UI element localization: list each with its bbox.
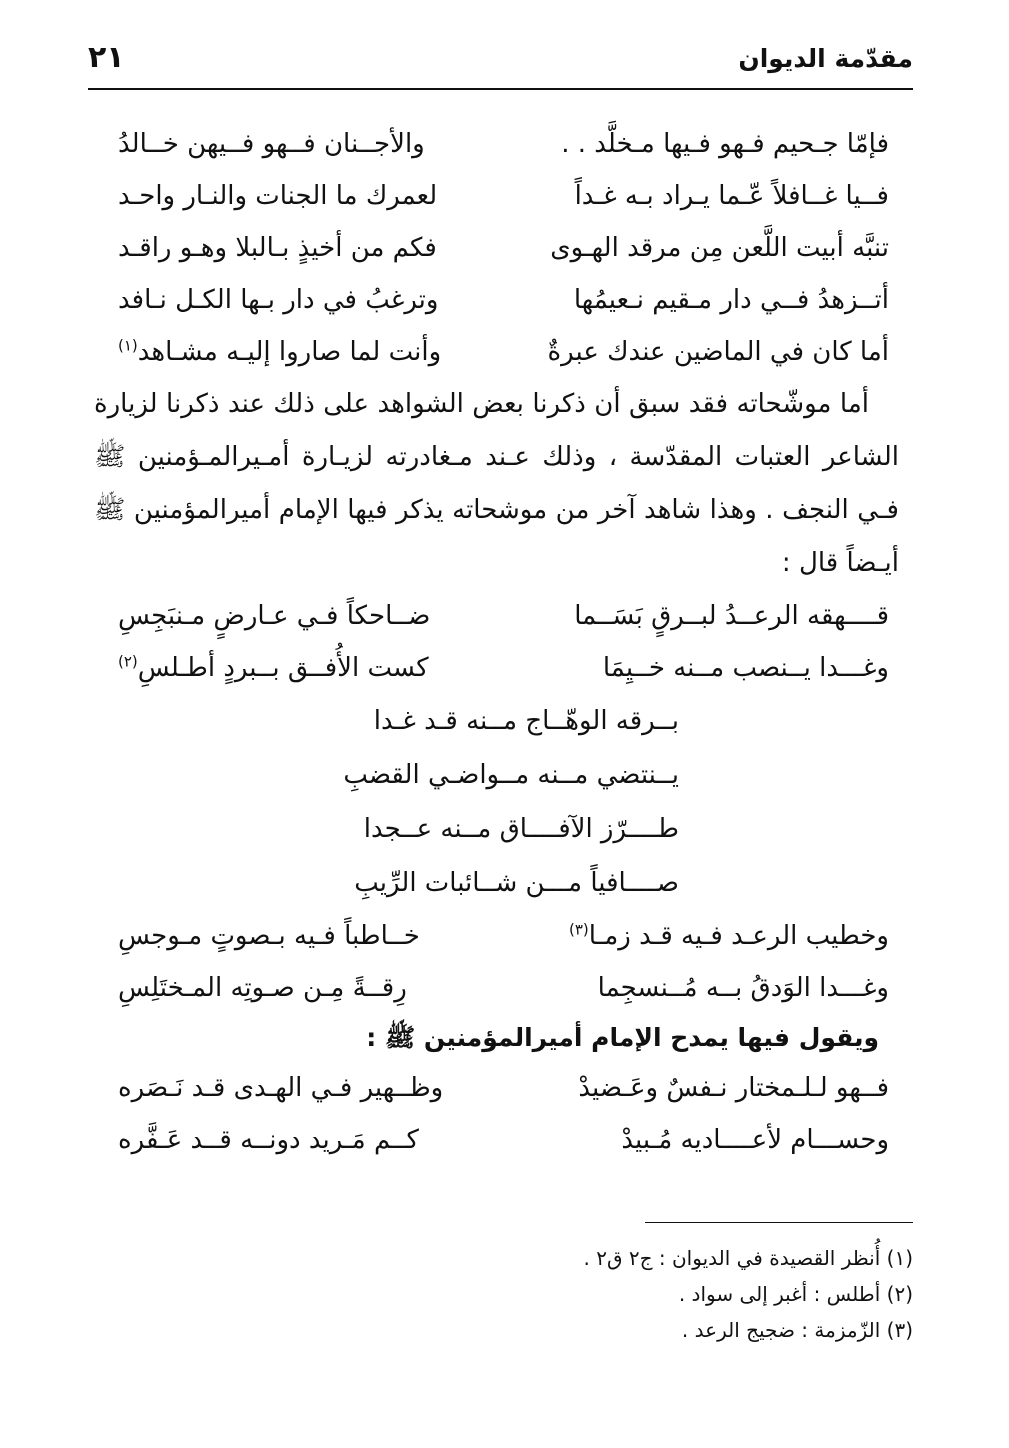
verse-line <box>118 910 889 962</box>
stanza-line: صــــافياً مـــن شــائبات الرِّيبِ <box>354 868 679 898</box>
page-number: ٢١ <box>88 40 125 75</box>
verse-second-hemistich: كــم مَـريد دونــه قــد عَـفَّره <box>118 1125 419 1155</box>
verse-second-hemistich: رِقــةً مِـن صـوتِه المـختَلِسِ <box>118 973 407 1003</box>
verse-first-hemistich: وغـــدا يــنصب مــنه خــيِمَا <box>602 653 889 683</box>
verse-second-hemistich <box>118 642 480 694</box>
stanza-line: يــنتضي مــنه مــواضـي القضبِ <box>343 760 679 790</box>
running-title: مقدّمة الديوان <box>738 44 913 73</box>
header-rule <box>88 88 913 90</box>
stanza-line: طــــرّز الآفــــاق مــنه عــجدا <box>363 814 679 844</box>
verse-second-hemistich: ضــاحكاً فـي عـارضٍ مـنبَجِسِ <box>118 601 431 631</box>
verse-first-hemistich: فإمّا جـحيم فـهو فـيها مـخلَّد . . <box>561 129 889 159</box>
verse-second-hemistich: خــاطباً فـيه بـصوتٍ مـوجسِ <box>118 921 420 951</box>
verse-first-hemistich: أما كان في الماضين عندك عبرةٌ <box>547 337 889 367</box>
verse-line <box>118 642 889 694</box>
intro-line: ويقول فيها يمدح الإمام أميرالمؤمنين ﷺ : <box>366 1023 879 1052</box>
verse-line <box>118 326 889 378</box>
verse-first-hemistich: فــيا غــافلاً عّـما يـراد بـه غـداً <box>574 181 889 211</box>
verse-first-hemistich: فــهو لـلـمختار نـفسٌ وعَـضيدْ <box>578 1073 889 1103</box>
verse-line <box>118 274 889 326</box>
verse-first-hemistich: قــــهقه الرعــدُ لبــرقٍ بَسَــما <box>574 601 889 631</box>
verse-second-hemistich: لعمرك ما الجنات والنـار واحـد <box>118 181 438 211</box>
verse-second-hemistich: وترغبُ في دار بـها الكـل نـافد <box>118 285 439 315</box>
hemistich-text: وخطيب الرعـد فـيه قـد زمـا <box>588 921 889 951</box>
verse-line <box>118 170 889 222</box>
hemistich-text: وأنت لما صاروا إليـه مشـاهد <box>137 337 442 367</box>
verse-line <box>118 1062 889 1114</box>
verse-second-hemistich: فكم من أخيذٍ بـالبلا وهـو راقـد <box>118 233 437 263</box>
verse-second-hemistich: والأجــنان فــهو فــيهن خــالدُ <box>118 129 425 159</box>
footnote: (١) أُنظر القصيدة في الديوان : ج٢ ق٢ . <box>583 1246 913 1270</box>
verse-line <box>118 590 889 642</box>
verse-first-hemistich: تنبَّه أبيت اللَّعن مِن مرقد الهـوى <box>550 233 889 263</box>
footnote: (٣) الزّمزمة : ضجيج الرعد . <box>681 1318 913 1342</box>
page-header <box>88 38 913 88</box>
footnote-rule <box>645 1222 913 1223</box>
prose-paragraph: أما موشّحاته فقد سبق أن ذكرنا بعض الشواهد على ذلك عند ذكرنا لزيارة الشاعر العتبات المقدّسة ، وذلك عـند مـغادرته لزيـارة أمـيرالمـؤمنين ﷺ فـي النجف . وهذا شاهد آخر من موشحاته يذكر فيها الإمام أميرالمؤمنين ﷺ أيـضاً قال : <box>94 389 899 578</box>
verse-first-hemistich: أتــزهدُ فــي دار مـقيم نـعيمُها <box>573 285 889 315</box>
verse-second-hemistich <box>118 326 480 378</box>
stanza-line: بــرقه الوهّــاج مــنه قـد غـدا <box>373 706 679 736</box>
verse-line <box>118 118 889 170</box>
footnote-marker: (٢) <box>118 652 138 671</box>
footnote-marker: (٣) <box>569 920 589 939</box>
footnote-marker: (١) <box>118 336 138 355</box>
verse-second-hemistich: وظــهير فـي الهـدى قـد نَـصَره <box>118 1073 444 1103</box>
page-body <box>94 118 899 1166</box>
verse-line <box>118 222 889 274</box>
verse-line <box>118 1114 889 1166</box>
verse-first-hemistich <box>527 910 889 962</box>
footnote: (٢) أطلس : أغبر إلى سواد . <box>678 1282 913 1306</box>
verse-first-hemistich: وحســـام لأعــــاديه مُـبيدْ <box>621 1125 889 1155</box>
verse-line <box>118 962 889 1014</box>
verse-first-hemistich: وغـــدا الوَدقُ بــه مُــنسجِما <box>597 973 889 1003</box>
hemistich-text: كست الأُفــق بــبردٍ أطـلسِ <box>137 653 429 683</box>
footnotes <box>120 1240 913 1348</box>
